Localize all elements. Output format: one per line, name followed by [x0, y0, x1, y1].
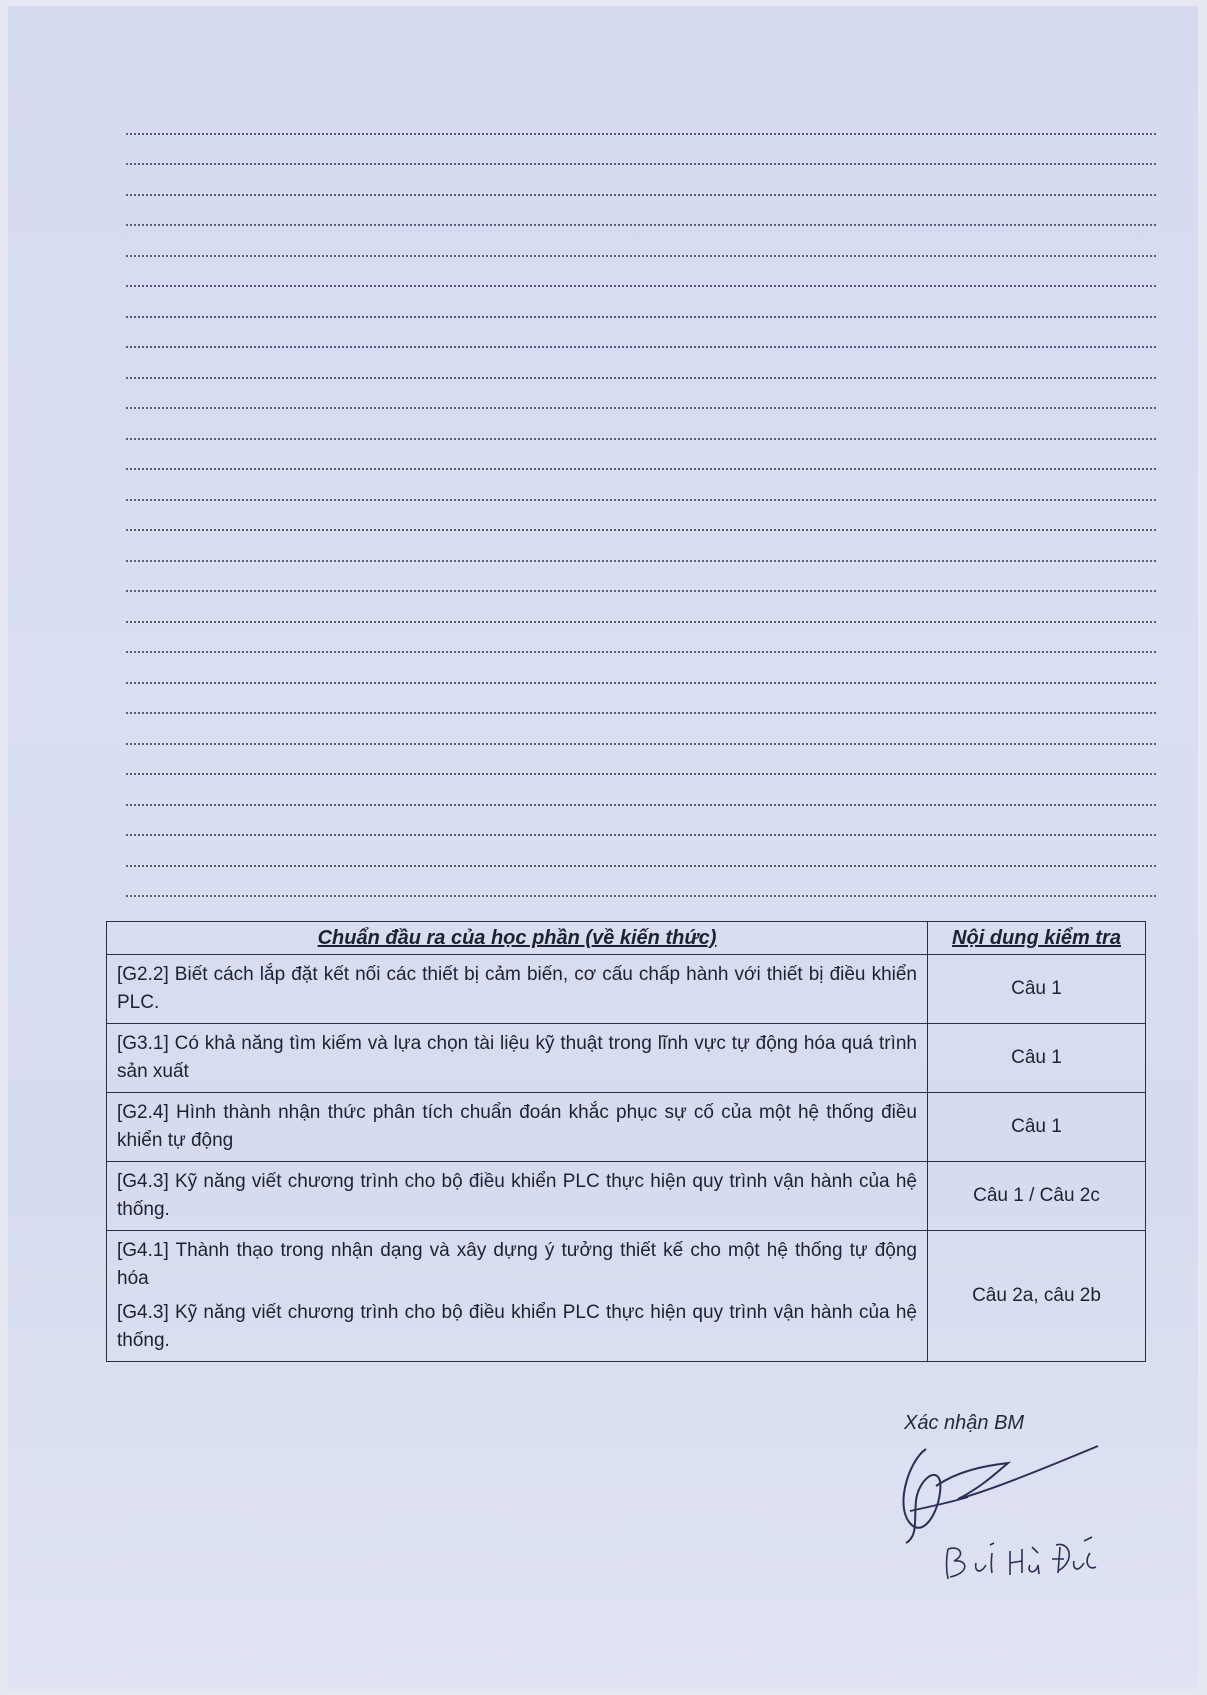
- answer-line: [126, 440, 1156, 471]
- outcome-text: [G4.3] Kỹ năng viết chương trình cho bộ điều khiển PLC thực hiện quy trình vận hành của hệ thống.: [117, 1171, 917, 1220]
- answer-line: [126, 684, 1156, 715]
- check-content-cell: Câu 1: [928, 1024, 1146, 1093]
- answer-line: [126, 867, 1156, 898]
- answer-line: [126, 562, 1156, 593]
- answer-line: [126, 836, 1156, 867]
- answer-line: [126, 226, 1156, 257]
- answer-line: [126, 379, 1156, 410]
- outcome-cell: [107, 1093, 928, 1162]
- answer-line: [126, 257, 1156, 288]
- answer-line: [126, 592, 1156, 623]
- check-content-cell: Câu 1 / Câu 2c: [928, 1162, 1146, 1231]
- outcome-cell: [107, 1162, 928, 1231]
- handwritten-signature: [888, 1441, 1128, 1591]
- answer-line: [126, 135, 1156, 166]
- outcome-cell: [107, 1024, 928, 1093]
- learning-outcomes-table: [106, 921, 1146, 1362]
- check-content-cell: Câu 2a, câu 2b: [928, 1231, 1146, 1362]
- answer-line: [126, 775, 1156, 806]
- answer-line: [126, 104, 1156, 135]
- table-row: [107, 1231, 1146, 1362]
- outcome-column-header: Chuẩn đầu ra của học phần (về kiến thức): [107, 922, 928, 955]
- answer-line: [126, 165, 1156, 196]
- answer-lines: [126, 104, 1156, 897]
- answer-line: [126, 653, 1156, 684]
- table-row: [107, 1162, 1146, 1231]
- exam-page: [8, 6, 1198, 1689]
- answer-line: [126, 318, 1156, 349]
- answer-line: [126, 714, 1156, 745]
- table-row: [107, 1093, 1146, 1162]
- answer-line: [126, 348, 1156, 379]
- answer-line: [126, 470, 1156, 501]
- table-row: [107, 1024, 1146, 1093]
- department-confirmation-label: Xác nhận BM: [904, 1412, 1025, 1434]
- outcome-text: [G2.2] Biết cách lắp đặt kết nối các thiết bị cảm biến, cơ cấu chấp hành với thiết bị điều khiển PLC.: [117, 964, 917, 1013]
- outcome-text: [G3.1] Có khả năng tìm kiếm và lựa chọn tài liệu kỹ thuật trong lĩnh vực tự động hóa quá trình sản xuất: [117, 1033, 917, 1082]
- outcome-text: [G4.3] Kỹ năng viết chương trình cho bộ điều khiển PLC thực hiện quy trình vận hành của hệ thống.: [117, 1302, 917, 1351]
- answer-line: [126, 287, 1156, 318]
- table-header-row: [107, 922, 1146, 955]
- answer-line: [126, 745, 1156, 776]
- outcome-cell: [107, 1231, 928, 1362]
- check-content-cell: Câu 1: [928, 955, 1146, 1024]
- table-row: [107, 955, 1146, 1024]
- outcome-text: [G4.1] Thành thạo trong nhận dạng và xây dựng ý tưởng thiết kế cho một hệ thống tự động hóa: [117, 1240, 917, 1289]
- check-column-header: Nội dung kiểm tra: [928, 922, 1146, 955]
- answer-line: [126, 531, 1156, 562]
- outcome-text: [G2.4] Hình thành nhận thức phân tích chuẩn đoán khắc phục sự cố của một hệ thống điều khiển tự động: [117, 1102, 917, 1151]
- answer-line: [126, 501, 1156, 532]
- answer-line: [126, 806, 1156, 837]
- answer-line: [126, 196, 1156, 227]
- answer-line: [126, 623, 1156, 654]
- check-content-cell: Câu 1: [928, 1093, 1146, 1162]
- answer-line: [126, 409, 1156, 440]
- outcome-cell: [107, 955, 928, 1024]
